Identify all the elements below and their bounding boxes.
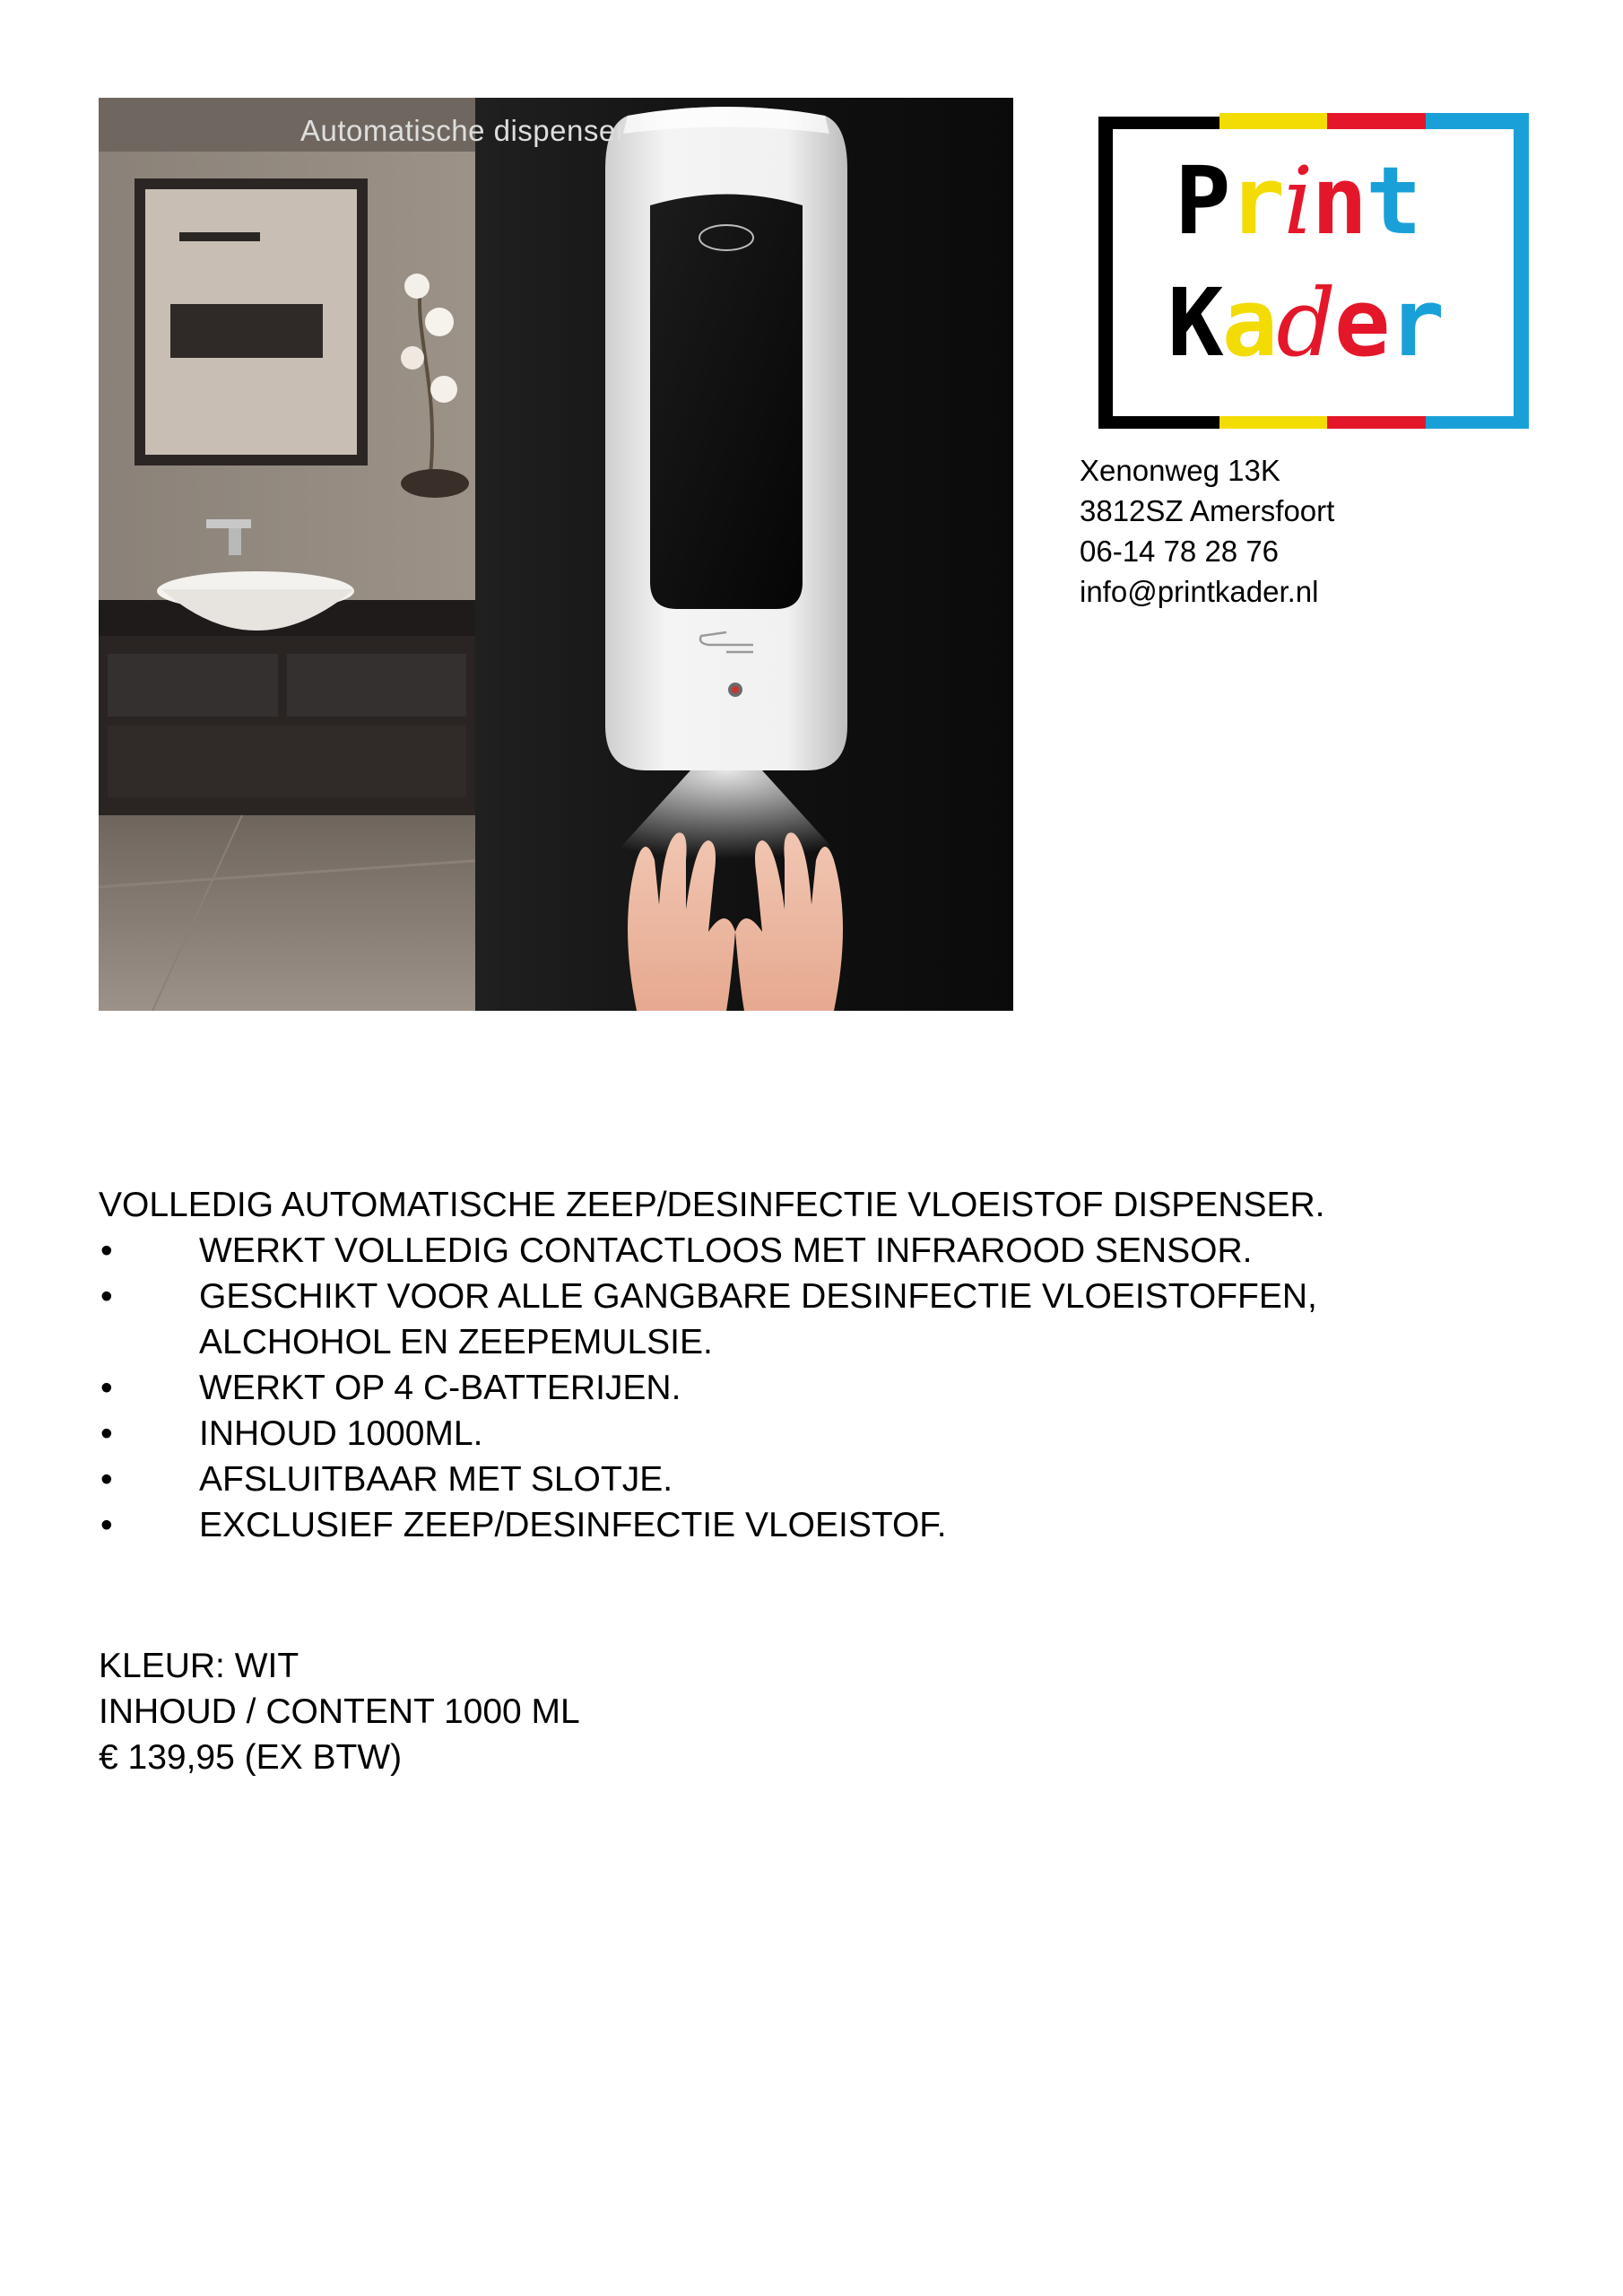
- bullet-text: INHOUD 1000ML.: [199, 1414, 483, 1453]
- logo-letter: r: [1388, 268, 1444, 378]
- bullet-symbol: •: [100, 1460, 113, 1499]
- logo-letter: i: [1283, 146, 1312, 256]
- logo-letter: K: [1167, 268, 1222, 378]
- address-phone: 06-14 78 28 76: [1080, 535, 1280, 568]
- bullet-item: [99, 1274, 1551, 1365]
- bullet-item: [99, 1228, 1551, 1274]
- photo-caption: Automatische dispenser: [300, 114, 627, 147]
- bullet-text: WERKT OP 4 C-BATTERIJEN.: [199, 1369, 681, 1407]
- print-kader-logo: [1085, 97, 1533, 438]
- bullet-text: EXCLUSIEF ZEEP/DESINFECTIE VLOEISTOF.: [199, 1506, 947, 1544]
- product-specs: [99, 1643, 580, 1780]
- company-address: [1080, 450, 1334, 612]
- spec-color: KLEUR: WIT: [99, 1647, 299, 1685]
- spec-content: INHOUD / CONTENT 1000 ML: [99, 1692, 580, 1731]
- logo-letter: d: [1276, 268, 1334, 378]
- bullet-text: AFSLUITBAAR MET SLOTJE.: [199, 1460, 673, 1499]
- logo-word-kader: [1167, 268, 1444, 378]
- bullet-symbol: •: [100, 1277, 113, 1316]
- bullet-item: [99, 1502, 1551, 1548]
- bullet-text: GESCHIKT VOOR ALLE GANGBARE DESINFECTIE VLOEISTOFFEN, ALCHOHOL EN ZEEPEMULSIE.: [199, 1277, 1317, 1361]
- logo-letter: a: [1221, 268, 1277, 378]
- bullet-item: [99, 1411, 1551, 1457]
- address-city: 3812SZ Amersfoort: [1080, 494, 1335, 527]
- product-photo: [99, 98, 1013, 1011]
- bullet-text: WERKT VOLLEDIG CONTACTLOOS MET INFRAROOD SENSOR.: [199, 1231, 1253, 1270]
- logo-letter: r: [1228, 146, 1284, 256]
- logo-letter: e: [1333, 268, 1389, 378]
- bathroom-dispenser-illustration: [99, 98, 1013, 1011]
- logo-letter: n: [1311, 146, 1367, 256]
- address-email: info@printkader.nl: [1080, 575, 1319, 608]
- bullet-symbol: •: [100, 1369, 113, 1407]
- logo-word-print: [1175, 146, 1420, 256]
- address-street: Xenonweg 13K: [1080, 454, 1280, 487]
- bullet-symbol: •: [100, 1231, 113, 1270]
- bullet-item: [99, 1457, 1551, 1502]
- logo-letter: t: [1366, 146, 1420, 256]
- product-description: [99, 1182, 1551, 1548]
- bullet-item: [99, 1365, 1551, 1411]
- bullet-symbol: •: [100, 1414, 113, 1453]
- bullet-symbol: •: [100, 1506, 113, 1544]
- spec-price: € 139,95 (EX BTW): [99, 1738, 403, 1777]
- logo-letter: P: [1175, 146, 1229, 256]
- description-heading: VOLLEDIG AUTOMATISCHE ZEEP/DESINFECTIE VLOEISTOF DISPENSER.: [99, 1186, 1325, 1224]
